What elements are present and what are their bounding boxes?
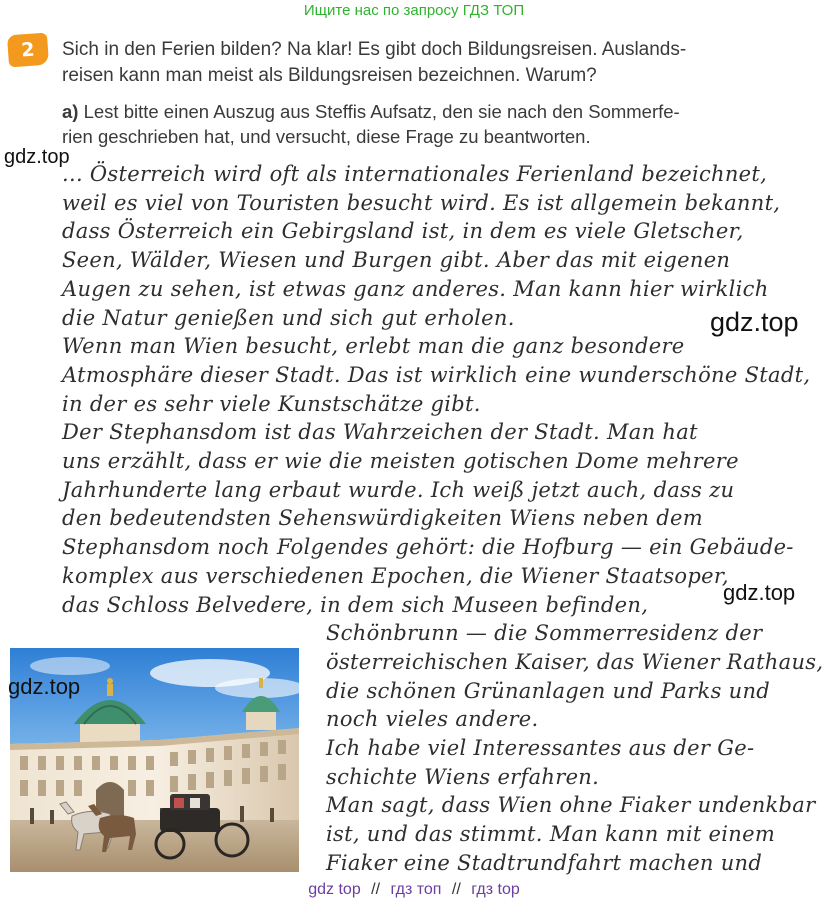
essay-line: die Natur genießen und sich gut erholen. [62,305,515,330]
footer-link[interactable]: гдз top [471,881,520,898]
essay-line: weil es viel von Touristen besucht wird. Es ist allgemein bekannt, [62,190,781,215]
essay-line: Ich habe viel Interessantes aus der Ge- [326,736,755,761]
essay-line: Jahrhunderte lang erbaut wurde. Ich weiß jetzt auch, dass zu [62,477,735,502]
intro-line: reisen kann man meist als Bildungsreisen bezeichnen. Warum? [62,65,597,86]
essay-line: die schönen Grünanlagen und Parks und [326,678,771,703]
essay-line: Stephansdom noch Folgendes gehört: die Hofburg — ein Gebäude- [62,535,794,560]
task-label: a) [62,101,79,122]
footer-separator: // [451,881,461,898]
essay-line: Augen zu sehen, ist etwas ganz anderes. Man kann hier wirklich [62,276,769,301]
top-banner: Ищите нас по запросу ГДЗ ТОП [303,2,525,19]
essay-line: dass Österreich ein Gebirgsland ist, in dem es viele Gletscher, [62,219,744,244]
task-line [62,99,818,124]
exercise-number-badge: 2 [7,33,49,68]
essay-line: Der Stephansdom ist das Wahrzeichen der Stadt. Man hat [62,420,698,445]
essay-line: noch vieles andere. [326,707,539,732]
intro-line: Sich in den Ferien bilden? Na klar! Es gibt doch Bildungsreisen. Auslands- [62,39,687,60]
essay-line: Man sagt, dass Wien ohne Fiaker undenkbar [326,793,816,818]
watermark: gdz.top [4,146,70,168]
essay-line: Fiaker eine Stadtrundfahrt machen und [326,850,763,875]
essay-line: ist, und das stimmt. Man kann mit einem [326,822,776,847]
essay-line: Atmosphäre dieser Stadt. Das ist wirklich eine wunderschöne Stadt, [62,362,811,387]
essay-line: Seen, Wälder, Wiesen und Burgen gibt. Aber das mit eigenen [62,248,731,273]
essay-line: komplex aus verschiedenen Epochen, die Wiener Staatsoper, [62,563,729,588]
watermark: gdz.top [723,580,796,605]
essay-line: Wenn man Wien besucht, erlebt man die ganz besondere [62,334,685,359]
exercise-intro [62,37,818,89]
task-line: rien geschrieben hat, und versucht, diese Frage zu beantworten. [62,126,591,147]
essay-line: uns erzählt, dass er wie die meisten gotischen Dome mehrere [62,449,739,474]
footer-link[interactable]: gdz top [308,881,361,898]
watermark: gdz.top [710,307,799,337]
essay-line: schichte Wiens erfahren. [326,764,600,789]
essay-line: in der es sehr viele Kunstschätze gibt. [62,391,481,416]
footer-separator: // [371,881,381,898]
essay-line: den bedeutendsten Sehenswürdigkeiten Wiens neben dem [62,506,703,531]
footer [0,881,828,899]
task-instruction [62,99,818,149]
footer-link[interactable]: гдз топ [390,881,442,898]
task-text: Lest bitte einen Auszug aus Steffis Aufsatz, den sie nach den Sommerfe- [78,101,680,122]
essay-line: österreichischen Kaiser, das Wiener Rathaus, [326,649,824,674]
essay-line: Schönbrunn — die Sommerresidenz der [326,621,763,646]
essay-line: das Schloss Belvedere, in dem sich Museen befinden, [62,592,649,617]
essay-line: ... Österreich wird oft als internationales Ferienland bezeichnet, [62,162,768,186]
watermark: gdz.top [8,674,81,699]
